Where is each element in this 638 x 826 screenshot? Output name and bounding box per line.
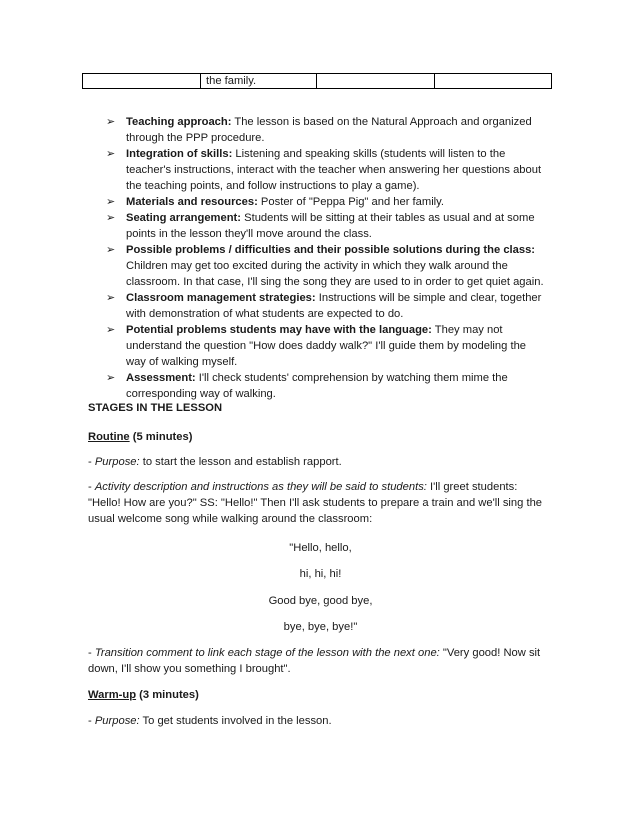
dash: - [88,456,95,468]
routine-heading [88,429,553,445]
arrow-bullet-icon: ➢ [106,292,116,304]
warmup-heading [88,687,553,703]
item-label: Possible problems / difficulties and their possible solutions during the class: [126,244,536,256]
arrow-bullet-icon: ➢ [106,372,116,384]
lesson-details-list [106,114,546,402]
arrow-bullet-icon: ➢ [106,196,116,208]
arrow-bullet-icon: ➢ [106,212,116,224]
arrow-bullet-icon: ➢ [106,324,116,336]
item-label: Seating arrangement: [126,212,242,224]
arrow-bullet-icon: ➢ [106,148,116,160]
routine-transition [88,645,553,677]
dash: - [88,481,95,493]
item-label: Classroom management strategies: [126,292,316,304]
table-cell: the family. [201,74,317,89]
list-item [106,114,546,146]
table-row [83,74,552,89]
item-text: Poster of "Peppa Pig" and her family. [257,196,445,208]
routine-purpose [88,454,553,470]
list-item [106,322,546,370]
list-item [106,370,546,402]
routine-time: (5 minutes) [129,431,193,443]
routine-title: Routine [88,431,130,443]
item-text: Listening and speaking skills (students will listen to the teacher's instructions, interact with the teacher when answering her questions about the teaching points, and follow instructions to play a game). [126,148,542,192]
list-item [106,210,546,242]
warmup-purpose [88,713,553,729]
song-line: hi, hi, hi! [299,568,342,580]
transition-text: "Very good! Now sit down, I'll show you something I brought". [88,647,541,675]
list-item [106,290,546,322]
lesson-table-fragment [82,73,552,89]
list-item [106,242,546,290]
song-line: Good bye, good bye, [268,595,373,607]
table-cell [435,74,552,89]
item-label: Assessment: [126,372,196,384]
item-label: Potential problems students may have with the language: [126,324,432,336]
transition-label: Transition comment to link each stage of the lesson with the next one: [94,647,440,659]
item-label: Teaching approach: [126,116,232,128]
item-label: Materials and resources: [126,196,258,208]
list-item [106,146,546,194]
item-text: The lesson is based on the Natural Approach and organized through the PPP procedure. [126,116,532,144]
activity-label: Activity description and instructions as they will be said to students: [94,481,427,493]
item-text: They may not understand the question "How does daddy walk?" I'll guide them by modeling the way of walking myself. [126,324,527,368]
warmup-title: Warm-up [88,689,137,701]
purpose-text: To get students involved in the lesson. [139,715,332,727]
item-text: Instructions will be simple and clear, together with demonstration of what students are expected to do. [126,292,542,320]
item-text: I'll check students' comprehension by watching them mime the corresponding way of walking. [126,372,508,400]
arrow-bullet-icon: ➢ [106,244,116,256]
table-cell [83,74,201,89]
stages-heading: STAGES IN THE LESSON [88,402,223,414]
arrow-bullet-icon: ➢ [106,116,116,128]
warmup-time: (3 minutes) [136,689,199,701]
dash: - [88,647,95,659]
item-label: Integration of skills: [126,148,233,160]
purpose-label: Purpose: [94,715,140,727]
song-line: bye, bye, bye!" [283,621,358,633]
item-text: Children may get too excited during the activity in which they walk around the classroom. In that case, I'll sing the song they are used to in order to get quiet again. [126,260,544,288]
routine-activity [88,479,553,527]
purpose-label: Purpose: [94,456,140,468]
list-item [106,194,546,210]
table-cell [317,74,435,89]
song-line: "Hello, hello, [289,542,352,554]
dash: - [88,715,95,727]
item-text: Students will be sitting at their tables as usual and at some points in the lesson they'll move around the class. [126,212,535,240]
purpose-text: to start the lesson and establish rapport. [139,456,342,468]
activity-text: I'll greet students: "Hello! How are you?" SS: "Hello!" Then I'll ask students to prepare a train and we'll sing the usual welcome song while walking around the classroom: [88,481,543,525]
